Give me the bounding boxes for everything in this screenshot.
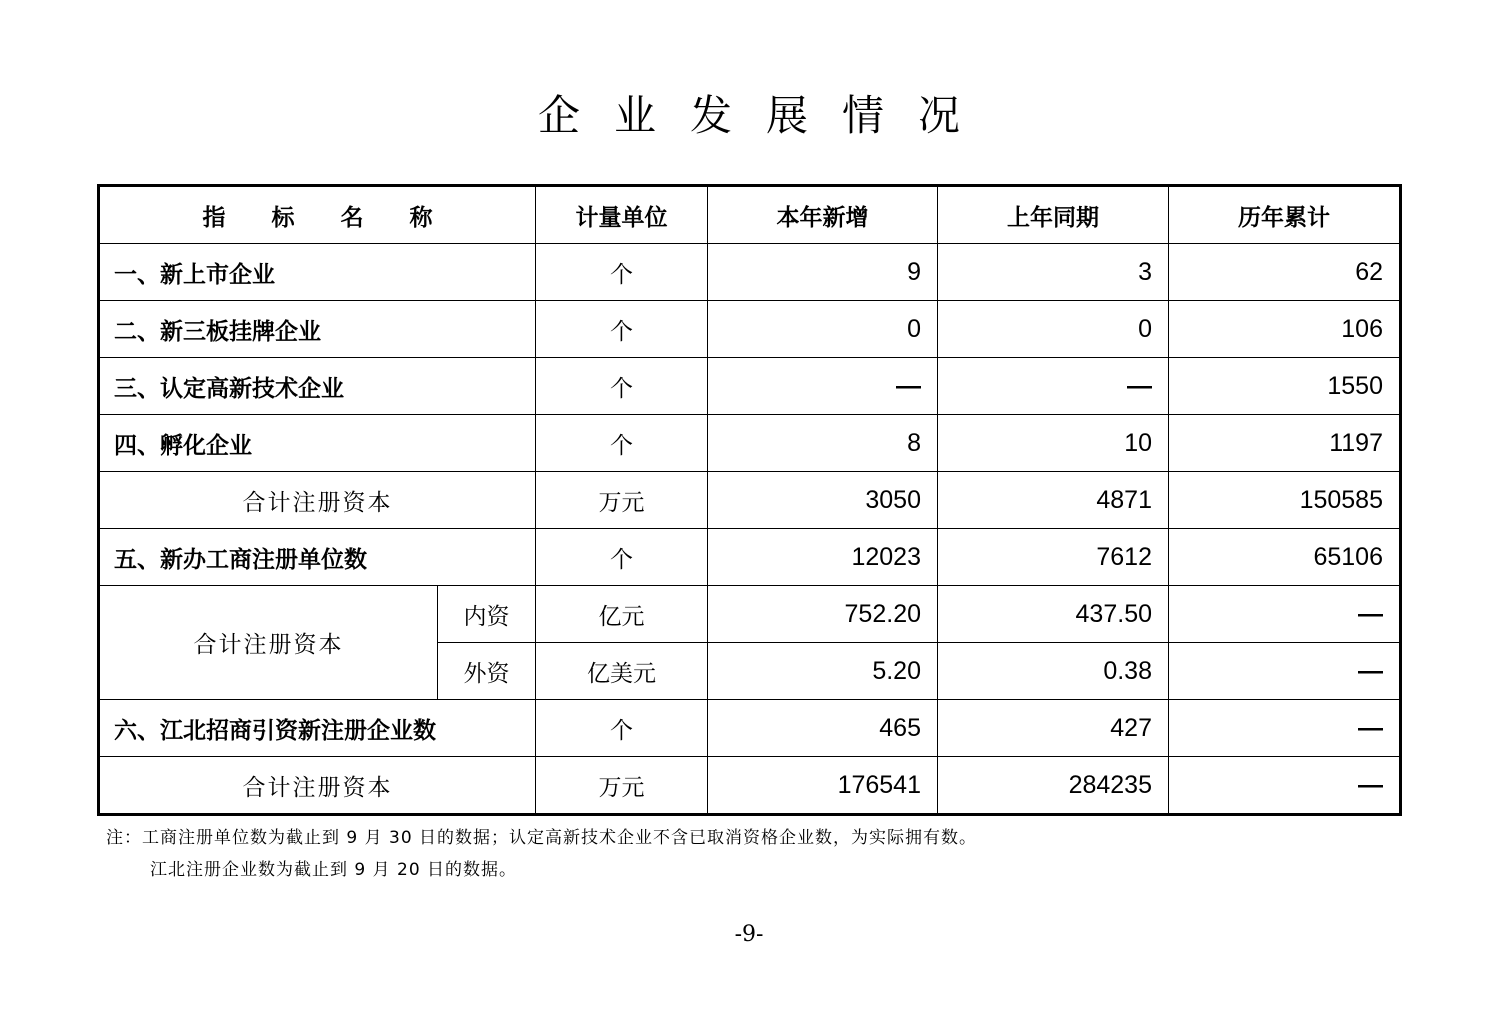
row-unit: 个	[536, 244, 708, 301]
row-name: 三、认定高新技术企业	[99, 358, 536, 415]
row-name: 合计注册资本	[99, 757, 536, 815]
row-cumulative: 1550	[1169, 358, 1401, 415]
row-this-year: 176541	[708, 757, 938, 815]
row-unit: 个	[536, 529, 708, 586]
row-name: 六、江北招商引资新注册企业数	[99, 700, 536, 757]
row-this-year: —	[708, 358, 938, 415]
enterprise-development-table	[97, 184, 1402, 816]
row-last-year: —	[938, 358, 1169, 415]
page-number: -9-	[734, 922, 764, 947]
row-this-year: 9	[708, 244, 938, 301]
row-cumulative: —	[1169, 586, 1401, 643]
row-this-year: 465	[708, 700, 938, 757]
row-unit: 万元	[536, 757, 708, 815]
row-last-year: 437.50	[938, 586, 1169, 643]
row-unit: 个	[536, 700, 708, 757]
row-cumulative: —	[1169, 757, 1401, 815]
header-cumulative: 历年累计	[1169, 186, 1401, 244]
row-this-year: 0	[708, 301, 938, 358]
row-name: 四、孵化企业	[99, 415, 536, 472]
table-row	[99, 358, 1401, 415]
row-last-year: 0	[938, 301, 1169, 358]
row-cumulative: 65106	[1169, 529, 1401, 586]
row-name: 合计注册资本	[99, 586, 438, 700]
row-this-year: 8	[708, 415, 938, 472]
row-unit: 亿美元	[536, 643, 708, 700]
row-this-year: 752.20	[708, 586, 938, 643]
row-cumulative: 106	[1169, 301, 1401, 358]
row-unit: 万元	[536, 472, 708, 529]
footnote-line-1: 注：工商注册单位数为截止到 9 月 30 日的数据；认定高新技术企业不含已取消资格企业数，为实际拥有数。	[106, 828, 978, 848]
table-row	[99, 586, 1401, 643]
row-sub-category: 内资	[438, 586, 536, 643]
row-name: 二、新三板挂牌企业	[99, 301, 536, 358]
row-unit: 个	[536, 358, 708, 415]
table-row	[99, 415, 1401, 472]
table-row	[99, 757, 1401, 815]
row-this-year: 3050	[708, 472, 938, 529]
row-name: 五、新办工商注册单位数	[99, 529, 536, 586]
row-last-year: 10	[938, 415, 1169, 472]
header-name: 指标名称	[99, 186, 536, 244]
table-row	[99, 472, 1401, 529]
row-unit: 个	[536, 301, 708, 358]
row-last-year: 284235	[938, 757, 1169, 815]
row-this-year: 12023	[708, 529, 938, 586]
table-header-row	[99, 186, 1401, 244]
row-cumulative: 150585	[1169, 472, 1401, 529]
row-this-year: 5.20	[708, 643, 938, 700]
row-sub-category: 外资	[438, 643, 536, 700]
header-last-year: 上年同期	[938, 186, 1169, 244]
page-title: 企业发展情况	[537, 91, 994, 140]
footnote-line-2: 江北注册企业数为截止到 9 月 20 日的数据。	[150, 860, 518, 880]
header-unit: 计量单位	[536, 186, 708, 244]
row-last-year: 4871	[938, 472, 1169, 529]
row-cumulative: 1197	[1169, 415, 1401, 472]
row-cumulative: 62	[1169, 244, 1401, 301]
table-row	[99, 529, 1401, 586]
row-last-year: 427	[938, 700, 1169, 757]
table-row	[99, 244, 1401, 301]
row-last-year: 7612	[938, 529, 1169, 586]
row-cumulative: —	[1169, 643, 1401, 700]
row-name: 合计注册资本	[99, 472, 536, 529]
row-cumulative: —	[1169, 700, 1401, 757]
row-last-year: 0.38	[938, 643, 1169, 700]
row-name: 一、新上市企业	[99, 244, 536, 301]
row-unit: 亿元	[536, 586, 708, 643]
row-unit: 个	[536, 415, 708, 472]
table-row	[99, 700, 1401, 757]
row-last-year: 3	[938, 244, 1169, 301]
header-this-year: 本年新增	[708, 186, 938, 244]
table-row	[99, 301, 1401, 358]
